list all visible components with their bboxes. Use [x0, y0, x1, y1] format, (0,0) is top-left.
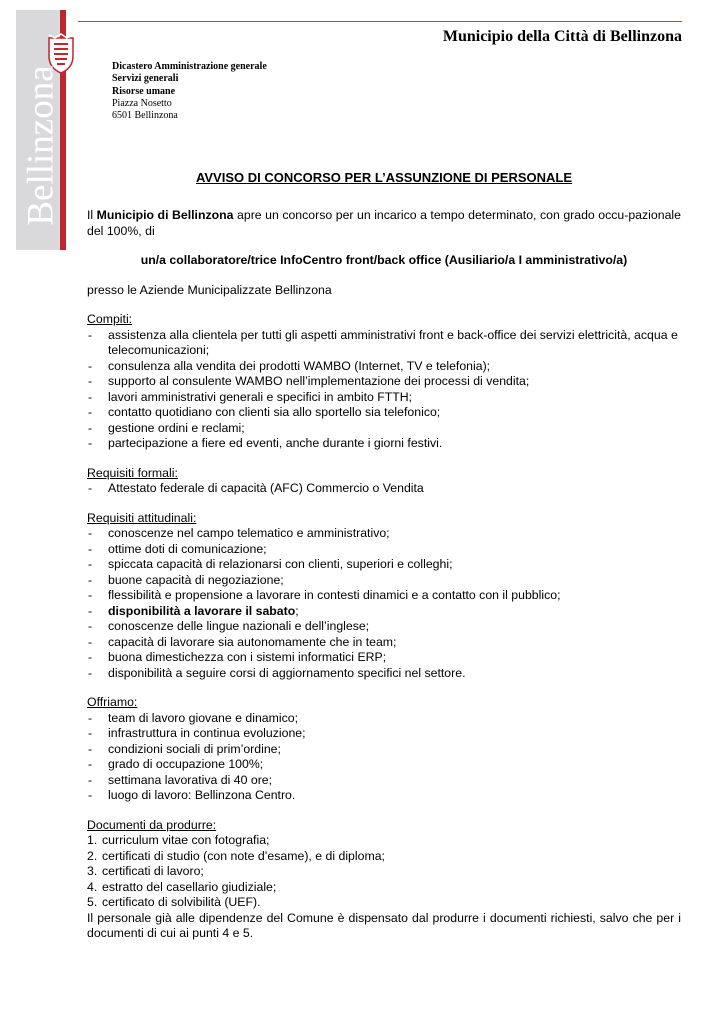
attitudinali-list — [87, 526, 681, 681]
list-item: - team di lavoro giovane e dinamico; — [87, 711, 681, 727]
list-item — [87, 880, 681, 896]
intro-text: apre un concorso per un incarico a tempo determinato, con grado occu-pazionale del 100%, di — [87, 208, 681, 238]
list-item: - conoscenze delle lingue nazionali e dell’inglese; — [87, 619, 681, 635]
item-text: curriculum vitae con fotografia; — [102, 833, 270, 847]
notice-body — [87, 208, 681, 942]
address-line: Dicastero Amministrazione generale — [112, 61, 267, 72]
list-item: - lavori amministrativi generali e specifici in ambito FTTH; — [87, 390, 681, 406]
item-text: certificati di lavoro; — [102, 864, 204, 878]
list-item: - settimana lavorativa di 40 ore; — [87, 773, 681, 789]
list-item: - supporto al consulente WAMBO nell’implementazione dei processi di vendita; — [87, 374, 681, 390]
item-text: certificati di studio (con note d’esame), e di diploma; — [102, 848, 385, 863]
list-item: - capacità di lavorare sia autonomamente che in team; — [87, 635, 681, 651]
documenti-list — [87, 833, 681, 911]
address-block — [112, 61, 267, 122]
list-item: - luogo di lavoro: Bellinzona Centro. — [87, 788, 681, 804]
list-item: - condizioni sociali di prim’ordine; — [87, 742, 681, 758]
list-item: - infrastruttura in continua evoluzione; — [87, 726, 681, 742]
bold-text: disponibilità a lavorare il sabato — [108, 603, 296, 618]
list-item: - assistenza alla clientela per tutti gli aspetti amministrativi front e back-office dei servizi elettricità, acqua e telecomunicazioni; — [87, 328, 681, 359]
notice-heading: AVVISO DI CONCORSO PER L’ASSUNZIONE DI PERSONALE — [195, 170, 573, 185]
list-item: - contatto quotidiano con clienti sia allo sportello sia telefonico; — [87, 405, 681, 421]
list-item — [87, 895, 681, 911]
item-number: 5. — [87, 895, 98, 909]
section-title-compiti: Compiti: — [87, 312, 133, 326]
list-item: - ottime doti di comunicazione; — [87, 542, 681, 558]
list-item — [87, 849, 681, 865]
list-item: - conoscenze nel campo telematico e amministrativo; — [87, 526, 681, 542]
address-line: Piazza Nosetto — [112, 97, 172, 109]
header-rule — [78, 21, 682, 22]
item-number: 4. — [87, 879, 98, 894]
list-item: - disponibilità a seguire corsi di aggiornamento specifici nel settore. — [87, 666, 681, 682]
list-item-bold — [87, 604, 681, 620]
address-line: Servizi generali — [112, 73, 179, 85]
intro-paragraph — [87, 208, 681, 239]
item-number: 3. — [87, 864, 98, 878]
section-title-formali: Requisiti formali: — [87, 465, 178, 480]
presso-line: presso le Aziende Municipalizzate Bellinzona — [87, 282, 332, 297]
list-item — [87, 833, 681, 849]
compiti-list — [87, 328, 681, 452]
list-item: - partecipazione a fiere ed eventi, anche durante i giorni festivi. — [87, 436, 681, 452]
sidebar-wordmark — [19, 64, 63, 226]
list-item: - grado di occupazione 100%; — [87, 757, 681, 773]
formali-list — [87, 481, 681, 497]
item-number: 1. — [87, 833, 98, 847]
intro-text: Il — [87, 208, 97, 222]
offriamo-list — [87, 711, 681, 804]
section-title-attitudinali: Requisiti attitudinali: — [87, 510, 197, 525]
list-item: - buona dimestichezza con i sistemi informatici ERP; — [87, 650, 681, 666]
item-text: certificato di solvibilità (UEF). — [102, 895, 261, 909]
section-title-offriamo: Offriamo: — [87, 695, 138, 709]
page-title: Municipio della Città di Bellinzona — [442, 28, 682, 45]
list-item: - Attestato federale di capacità (AFC) Commercio o Vendita — [87, 481, 681, 497]
address-line: Risorse umane — [112, 85, 176, 97]
list-item — [87, 864, 681, 880]
suffix-text: ; — [295, 603, 299, 618]
list-item: - consulenza alla vendita dei prodotti WAMBO (Internet, TV e telefonia); — [87, 359, 681, 375]
position-title: un/a collaboratore/trice InfoCentro front/back office (Ausiliario/a I amministrativo/a) — [140, 253, 628, 267]
item-text: estratto del casellario giudiziale; — [102, 879, 277, 894]
list-item: - flessibilità e propensione a lavorare in contesti dinamici e a contatto con il pubblico; — [87, 588, 681, 604]
section-title-documenti: Documenti da produrre: — [87, 817, 217, 832]
sidebar-band — [16, 10, 66, 250]
documenti-note: Il personale già alle dipendenze del Comune è dispensato dal produrre i documenti richiesti, salvo che per i documenti di cui ai punti 4 e 5. — [87, 910, 681, 940]
intro-bold: Municipio di Bellinzona — [96, 208, 234, 222]
address-line: 6501 Bellinzona — [112, 110, 178, 122]
item-number: 2. — [87, 848, 98, 863]
list-item: - buone capacità di negoziazione; — [87, 573, 681, 589]
list-item: - spiccata capacità di relazionarsi con clienti, superiori e colleghi; — [87, 557, 681, 573]
sidebar-word: Bellinzona — [20, 64, 62, 226]
list-item: - gestione ordini e reclami; — [87, 421, 681, 437]
